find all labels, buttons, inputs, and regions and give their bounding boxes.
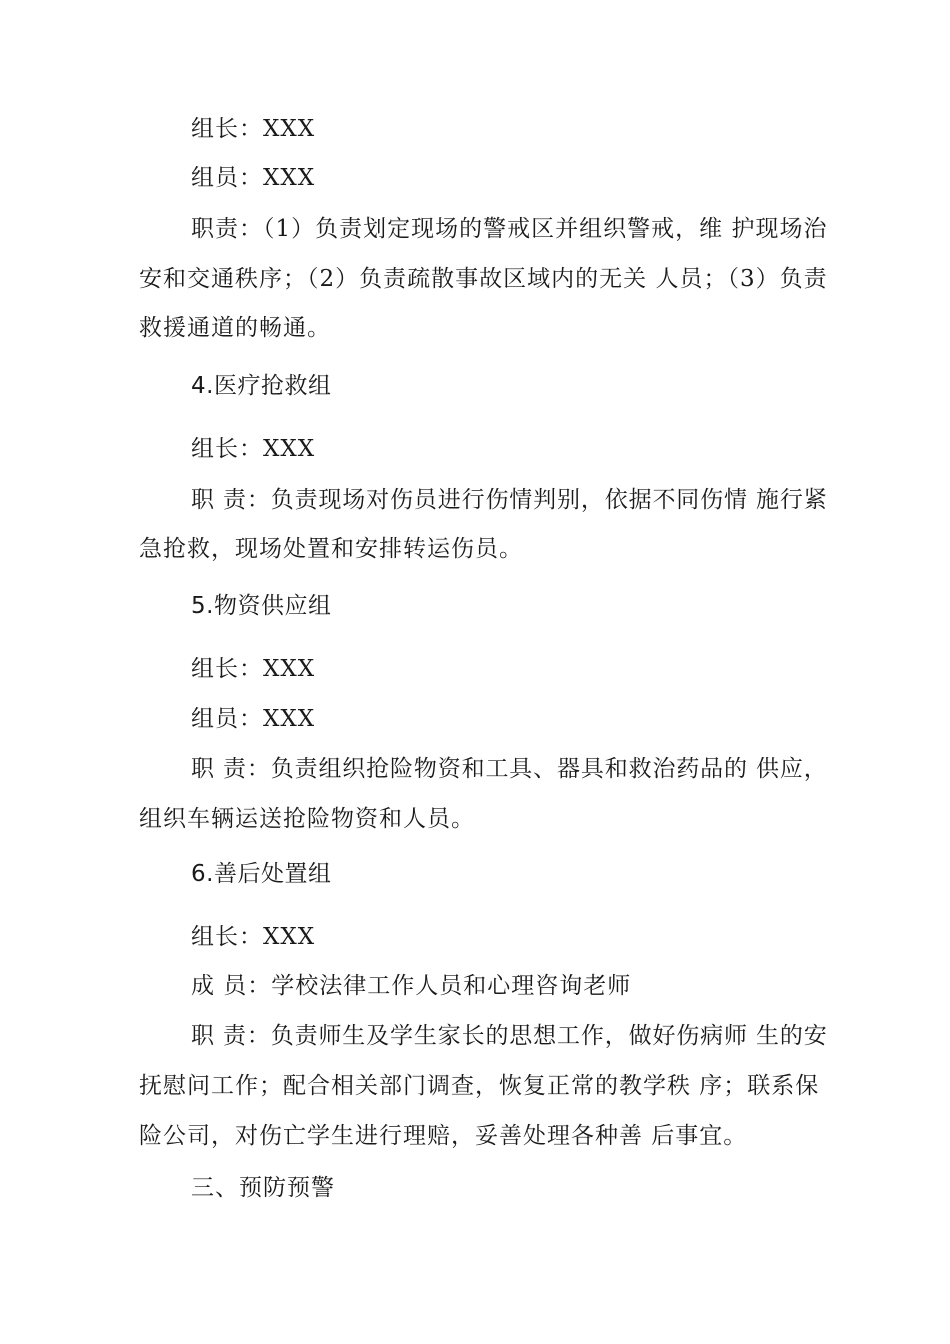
duty-paragraph-line: 安和交通秩序；（2）负责疏散事故区域内的无关 人员；（3）负责 <box>139 266 828 292</box>
leader-line: 组长：XXX <box>191 924 316 950</box>
duty-paragraph-line: 抚慰问工作；配合相关部门调查，恢复正常的教学秩 序；联系保 <box>139 1073 820 1099</box>
chapter-heading: 三、预防预警 <box>191 1175 335 1201</box>
duty-paragraph-line: 职 责：负责师生及学生家长的思想工作，做好伤病师 生的安 <box>191 1023 828 1049</box>
leader-line: 组长：XXX <box>191 116 316 142</box>
member-line: 组员：XXX <box>191 165 316 191</box>
leader-line: 组长：XXX <box>191 436 316 462</box>
member-line: 成 员：学校法律工作人员和心理咨询老师 <box>191 973 632 999</box>
duty-paragraph-line: 救援通道的畅通。 <box>139 315 331 341</box>
section-heading: 5.物资供应组 <box>191 593 332 619</box>
section-heading: 6.善后处置组 <box>191 861 332 887</box>
duty-paragraph-line: 险公司，对伤亡学生进行理赔，妥善处理各种善 后事宜。 <box>139 1123 748 1149</box>
duty-paragraph-line: 组织车辆运送抢险物资和人员。 <box>139 806 475 832</box>
section-heading: 4.医疗抢救组 <box>191 373 332 399</box>
duty-paragraph-line: 职 责：负责组织抢险物资和工具、器具和救治药品的 供应， <box>191 756 828 782</box>
duty-paragraph-line: 职责：（1）负责划定现场的警戒区并组织警戒，维 护现场治 <box>191 216 828 242</box>
member-line: 组员：XXX <box>191 706 316 732</box>
duty-paragraph-line: 急抢救，现场处置和安排转运伤员。 <box>139 536 523 562</box>
duty-paragraph-line: 职 责：负责现场对伤员进行伤情判别，依据不同伤情 施行紧 <box>191 487 828 513</box>
leader-line: 组长：XXX <box>191 656 316 682</box>
